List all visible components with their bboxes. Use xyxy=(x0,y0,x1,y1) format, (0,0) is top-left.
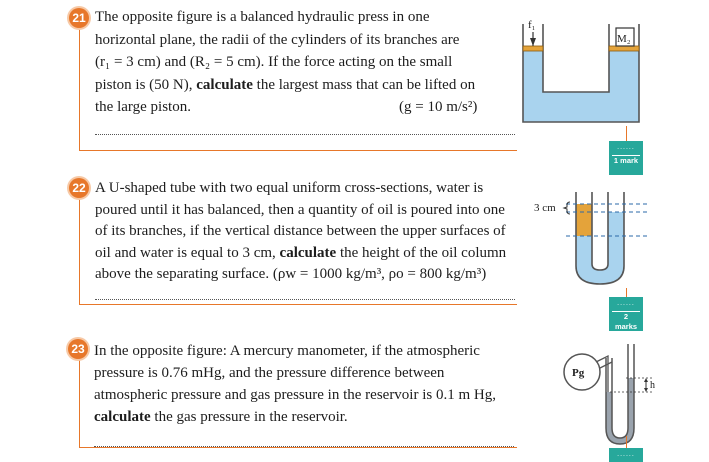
q23-line-3: atmospheric pressure and gas pressure in the reservoir is 0.1 m Hg, xyxy=(94,387,496,403)
q21-line-4: piston is (50 N), calculate the largest mass that can be lifted on xyxy=(95,76,476,93)
q22-line-2: poured until it has balanced, then a quantity of oil is poured into one xyxy=(95,201,505,218)
keyword-calculate: calculate xyxy=(279,244,337,261)
oil-column xyxy=(576,204,592,236)
q21-text xyxy=(95,6,478,119)
q23-text xyxy=(94,340,496,428)
small-piston xyxy=(523,46,543,51)
q23-line-2: pressure is 0.76 mHg, and the pressure difference between xyxy=(94,365,445,381)
h-arrow-up-icon xyxy=(644,378,648,382)
q22-mark-label: 2 marks xyxy=(612,311,640,332)
q22-mark-box: ...... 2 marks xyxy=(609,297,643,331)
q21-mark-label: 1 mark xyxy=(613,156,639,165)
large-piston-label: M₂ xyxy=(617,33,631,45)
q23-line-1: In the opposite figure: A mercury manometer, if the atmospheric xyxy=(94,343,480,359)
q21-number-badge: 21 xyxy=(69,8,89,28)
q23-answer-line[interactable] xyxy=(94,446,514,447)
keyword-calculate: calculate xyxy=(196,76,253,93)
small-piston-label: f₁ xyxy=(528,19,536,31)
q22-answer-line[interactable] xyxy=(95,299,515,300)
q23-line-4: calculate the gas pressure in the reservoir. xyxy=(94,409,348,425)
q22-u-tube-figure xyxy=(530,188,655,286)
q23-mark-box: ...... xyxy=(609,448,643,462)
hydraulic-fluid xyxy=(523,50,639,122)
q23-number-badge: 23 xyxy=(68,339,88,359)
q22-line-1: A U-shaped tube with two equal uniform cross-sections, water is xyxy=(95,180,484,196)
q22-line-3: of its branches, if the vertical distance between the upper surfaces of xyxy=(95,223,506,239)
q21-line-5: the large piston. (g = 10 m/s²) xyxy=(95,96,475,119)
height-label: 3 cm xyxy=(534,202,556,214)
q21-mark-box: ...... 1 mark xyxy=(609,141,643,175)
q21-line-1: The opposite figure is a balanced hydraulic press in one xyxy=(95,9,430,25)
q22-number-badge: 22 xyxy=(69,178,89,198)
h-label: h xyxy=(650,380,655,391)
h-arrow-down-icon xyxy=(644,388,648,392)
q22-line-5: above the separating surface. (ρw = 1000 kg/m³, ρo = 800 kg/m³) xyxy=(95,266,487,282)
q22-line-4: oil and water is equal to 3 cm, calculate the height of the oil column xyxy=(95,244,507,261)
q21-answer-line[interactable] xyxy=(95,134,515,135)
large-piston xyxy=(609,46,639,51)
keyword-calculate: calculate xyxy=(94,409,151,425)
force-arrow-icon xyxy=(530,38,536,46)
q22-text xyxy=(95,178,506,286)
q21-line-2: horizontal plane, the radii of the cylinders of its branches are xyxy=(95,31,460,48)
q21-line-3: (r₁ = 3 cm) and (R₂ = 5 cm). If the force acting on the small xyxy=(95,54,453,70)
q23-manometer-figure xyxy=(560,338,670,448)
gas-label: Pg xyxy=(572,367,585,379)
q21-given: (g = 10 m/s²) xyxy=(399,99,478,115)
mercury-column xyxy=(606,378,634,444)
q21-hydraulic-press-figure xyxy=(515,14,645,126)
